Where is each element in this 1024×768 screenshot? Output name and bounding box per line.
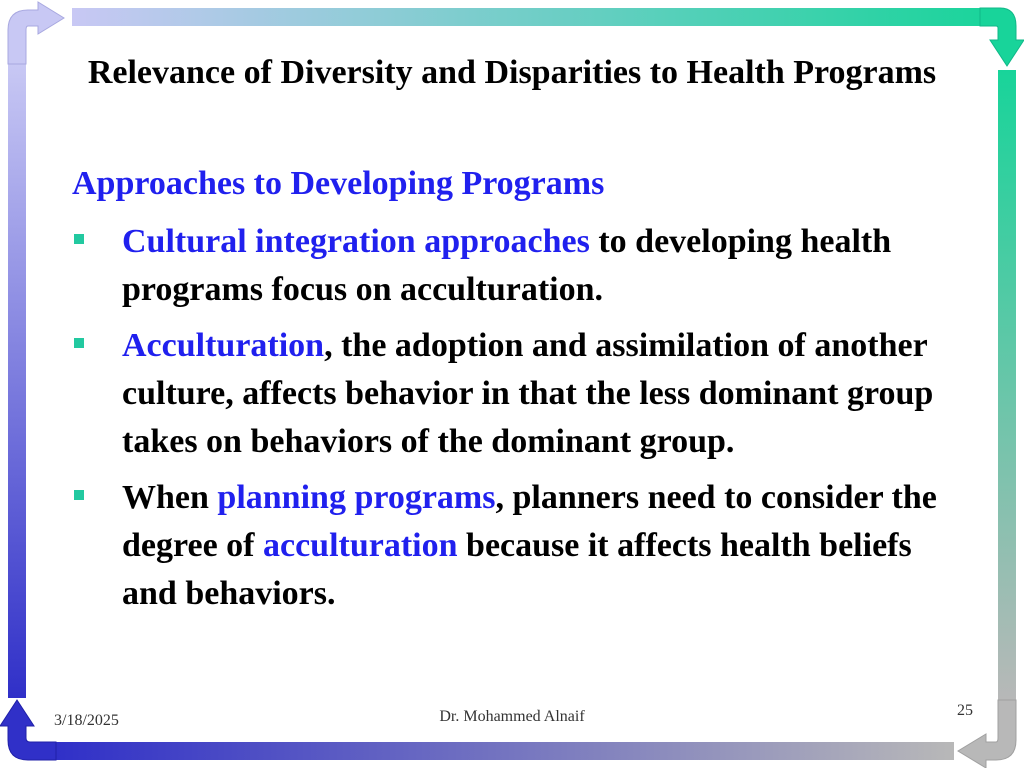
frame-top-bar bbox=[72, 8, 998, 26]
footer-date: 3/18/2025 bbox=[54, 712, 119, 729]
arrow-down-icon bbox=[980, 8, 1024, 66]
bullet-list bbox=[72, 218, 952, 626]
page-number: 25 bbox=[957, 702, 973, 719]
highlighted-term: planning programs bbox=[217, 479, 496, 516]
highlighted-term: acculturation bbox=[262, 527, 458, 564]
frame-left-bar bbox=[8, 64, 26, 698]
highlighted-term: Cultural integration approaches bbox=[122, 223, 590, 260]
footer-author: Dr. Mohammed Alnaif bbox=[439, 708, 585, 725]
bullet-text: , the adoption and assimilation of another culture, affects behavior in that the less dominant group takes on behaviors of the dominant group. bbox=[122, 327, 934, 460]
bullet-text: because it affects health beliefs and behaviors. bbox=[122, 527, 912, 612]
square-bullet-icon bbox=[74, 490, 84, 500]
bullet-item bbox=[72, 322, 952, 466]
bullet-text: to developing health programs focus on acculturation. bbox=[122, 223, 892, 308]
arrow-up-icon bbox=[0, 700, 56, 760]
frame-right-bar bbox=[998, 70, 1016, 702]
highlighted-term: Acculturation bbox=[122, 327, 325, 364]
slide-title: Relevance of Diversity and Disparities to Health Programs bbox=[87, 54, 937, 91]
square-bullet-icon bbox=[74, 338, 84, 348]
square-bullet-icon bbox=[74, 234, 84, 244]
bullet-text: When bbox=[122, 479, 218, 516]
bullet-item bbox=[72, 218, 952, 314]
section-heading: Approaches to Developing Programs bbox=[72, 165, 605, 202]
bullet-text: , planners need to consider the degree of bbox=[122, 479, 937, 564]
frame-bottom-bar bbox=[56, 742, 954, 760]
arrow-right-icon bbox=[8, 2, 64, 64]
bullet-item bbox=[72, 474, 952, 618]
